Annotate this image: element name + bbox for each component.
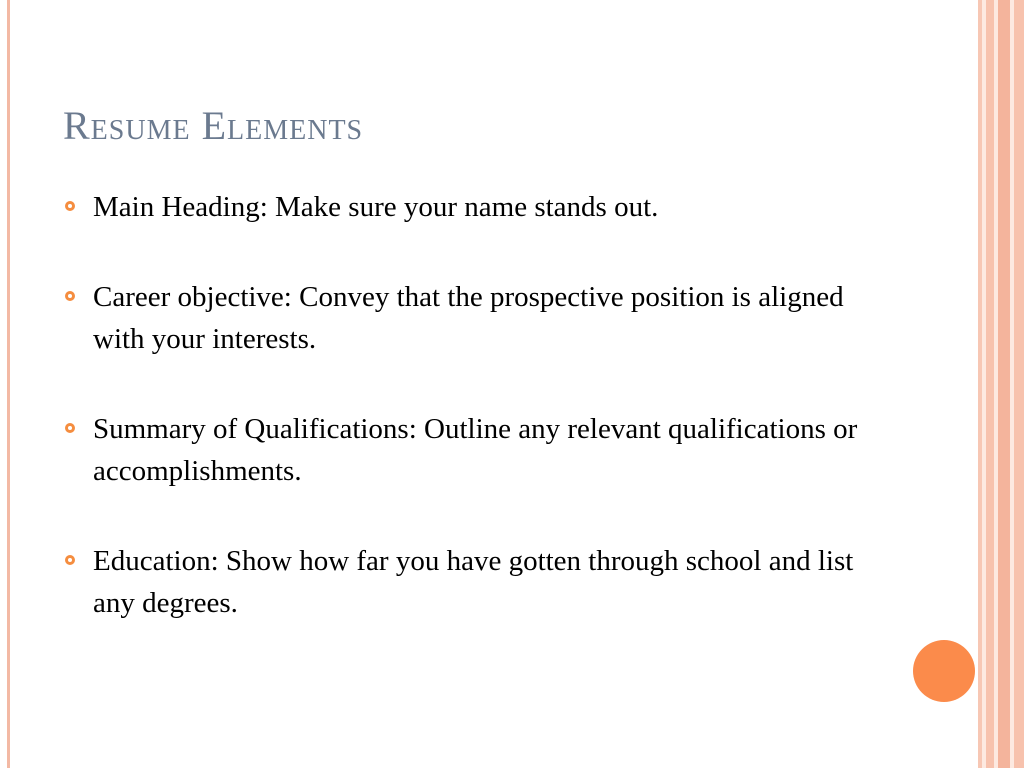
slide-title: Resume Elements (63, 103, 364, 148)
bullet-text: Education: Show how far you have gotten through school and list any degrees. (93, 545, 854, 619)
decorative-circle (913, 640, 975, 702)
bullet-list (62, 186, 862, 672)
bullet-item (62, 408, 862, 492)
bullet-text: Summary of Qualifications: Outline any relevant qualifications or accomplishments. (93, 413, 858, 487)
bullet-text: Career objective: Convey that the prospective position is aligned with your interests. (93, 281, 844, 355)
bullet-item (62, 276, 862, 360)
bullet-item (62, 186, 862, 228)
right-stripe (998, 0, 1010, 768)
bullet-text: Main Heading: Make sure your name stands out. (93, 191, 659, 223)
left-border-line (7, 0, 10, 768)
right-stripe (1014, 0, 1024, 768)
right-stripe (986, 0, 994, 768)
ring-bullet-icon (65, 555, 75, 565)
bullet-item (62, 540, 862, 624)
ring-bullet-icon (65, 201, 75, 211)
ring-bullet-icon (65, 291, 75, 301)
ring-bullet-icon (65, 423, 75, 433)
